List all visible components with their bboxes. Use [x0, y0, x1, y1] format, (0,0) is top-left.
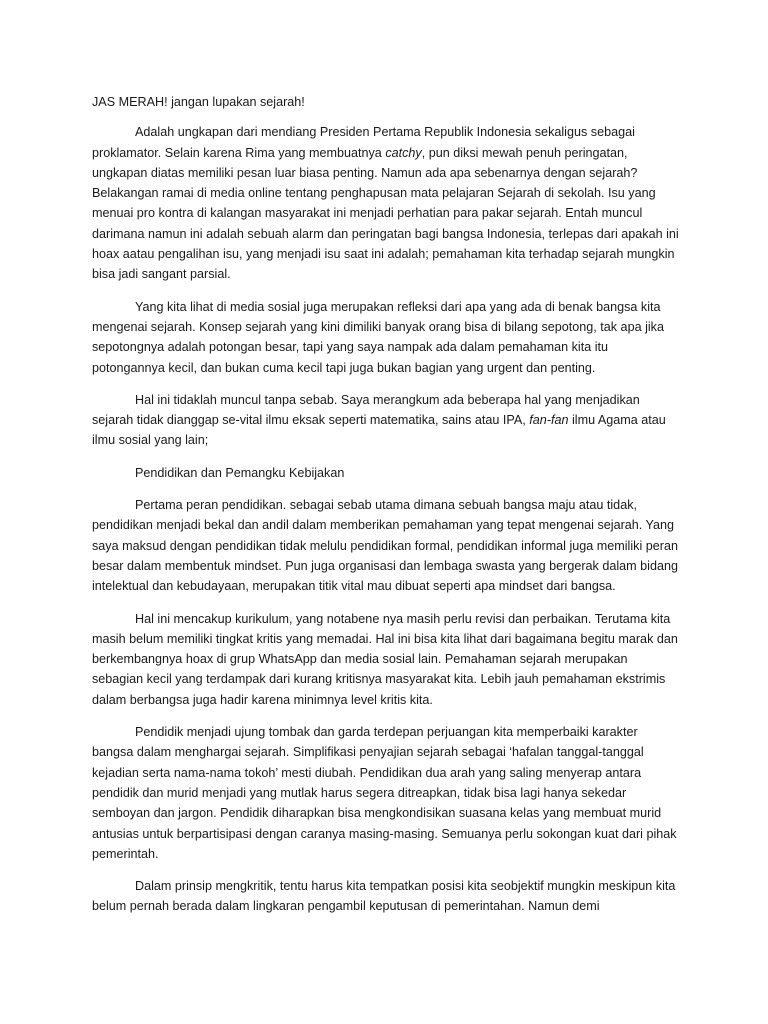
paragraph-7: Dalam prinsip mengkritik, tentu harus kita tempatkan posisi kita seobjektif mungkin meskipun kita belum pernah berada dalam lingkaran pengambil keputusan di pemerintahan. Namun demi — [92, 879, 676, 914]
document-page — [92, 92, 682, 929]
section-heading: Pendidikan dan Pemangku Kebijakan — [135, 465, 345, 480]
paragraph-5: Hal ini mencakup kurikulum, yang notabene nya masih perlu revisi dan perbaikan. Terutama kita masih belum memiliki tingkat kritis yang memadai. Hal ini bisa kita lihat dari bagaimana begitu marak dan berkembangnya hoax di grup WhatsApp dan media sosial lain. Pemahaman sejarah merupakan sebagian kecil yang terdampak dari kurang kritisnya masyarakat kita. Lebih jauh pemahaman ekstrimis dalam berbangsa juga hadir karena minimnya level kritis kita. — [92, 611, 678, 707]
paragraph-3-text-b: ilmu Agama atau ilmu sosial yang lain; — [92, 413, 666, 448]
paragraph-1 — [92, 122, 682, 284]
document-title: JAS MERAH! jangan lupakan sejarah! — [92, 95, 305, 109]
paragraph-3 — [92, 390, 682, 451]
paragraph-4: Pertama peran pendidikan. sebagai sebab utama dimana sebuah bangsa maju atau tidak, pendidikan menjadi bekal dan andil dalam memberikan pemahaman yang tepat mengenai sejarah. Yang saya maksud dengan pendidikan tidak melulu pendidikan formal, pendidikan informal juga memiliki peran besar dalam membentuk mindset. Pun juga organisasi dan lembaga swasta yang bergerak dalam bidang intelektual dan kebudayaan, merupakan titik vital mau dibuat seperti apa mindset dari bangsa. — [92, 498, 678, 594]
paragraph-2: Yang kita lihat di media sosial juga merupakan refleksi dari apa yang ada di benak bangsa kita mengenai sejarah. Konsep sejarah yang kini dimiliki banyak orang bisa di bilang sepotong, tak apa jika sepotongnya adalah potongan besar, tapi yang saya nampak ada dalam pemahaman kita itu potongannya kecil, dan bukan cuma kecil tapi juga bukan bagian yang urgent dan penting. — [92, 299, 664, 375]
paragraph-1-text-a: Adalah ungkapan dari mendiang Presiden Pertama Republik Indonesia sekaligus sebagai proklamator. Selain karena Rima yang membuatnya — [92, 125, 635, 160]
paragraph-1-emphasis: catchy — [385, 145, 422, 160]
paragraph-3-emphasis: fan-fan — [529, 413, 569, 428]
paragraph-3-text-a: Hal ini tidaklah muncul tanpa sebab. Saya merangkum ada beberapa hal yang menjadikan sejarah tidak dianggap se-vital ilmu eksak seperti matematika, sains atau IPA, — [92, 392, 640, 428]
paragraph-1-text-b: , pun diksi mewah penuh peringatan, ungkapan diatas memiliki pesan luar biasa penting. Namun ada apa sebenarnya dengan sejarah? Belakangan ramai di media online tentang penghapusan mata pelajaran Sejarah di sekolah. Isu yang menuai pro kontra di kalangan masyarakat ini menjadi perhatian para pakar sejarah. Entah muncul darimana namun ini adalah sebuah alarm dan peringatan bagi bangsa Indonesia, terlepas dari apakah ini hoax aatau pengalihan isu, yang menjadi isu saat ini adalah; pemahaman kita terhadap sejarah mungkin bisa jadi sangant parsial. — [92, 145, 679, 282]
paragraph-6: Pendidik menjadi ujung tombak dan garda terdepan perjuangan kita memperbaiki karakter bangsa dalam menghargai sejarah. Simplifikasi penyajian sejarah sebagai ‘hafalan tanggal-tanggal kejadian serta nama-nama tokoh’ mesti diubah. Pendidikan dua arah yang saling menyerap antara pendidik dan murid menjadi yang mutlak harus segera ditreapkan, tidak bisa lagi hanya sekedar semboyan dan jargon. Pendidik diharapkan bisa mengkondisikan suasana kelas yang membuat murid antusias untuk berpartisipasi dengan caranya masing-masing. Semuanya perlu sokongan kuat dari pihak pemerintah. — [92, 725, 677, 861]
